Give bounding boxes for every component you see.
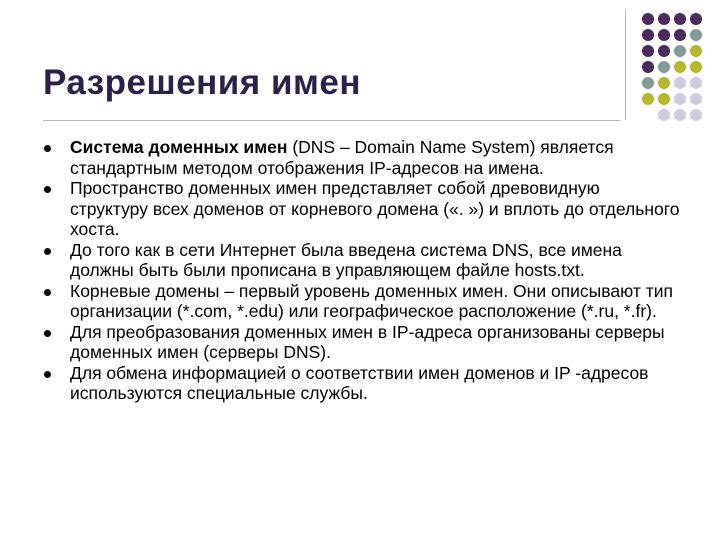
bullet-dot-icon	[44, 248, 51, 255]
decorative-dot	[658, 77, 670, 89]
bullet-text: До того как в сети Интернет была введена система DNS, все имена должны быть были прописана в управляющем файле hosts.txt.	[70, 239, 622, 280]
bullet-dot-icon	[44, 186, 51, 193]
bullet-text: (DNS – Domain Name System) является стандартным методом отображения IP-адресов на имена.	[70, 137, 614, 178]
decorative-dot	[642, 13, 654, 25]
decorative-dot	[658, 93, 670, 105]
decorative-dot	[658, 109, 670, 121]
decorative-dot	[690, 77, 702, 89]
decorative-dot	[674, 61, 686, 73]
bullet-item	[42, 137, 682, 178]
decorative-dot	[642, 29, 654, 41]
decorative-dot	[690, 93, 702, 105]
decorative-dot	[690, 13, 702, 25]
bullet-item	[42, 281, 682, 322]
decorative-dot	[642, 77, 654, 89]
decorative-dot	[690, 29, 702, 41]
decorative-dot	[642, 45, 654, 57]
bullet-text: Корневые домены – первый уровень доменных имен. Они описывают тип организации (*.com, *.edu) или географическое расположение (*.ru, *.fr).	[70, 280, 673, 321]
decorative-dot	[674, 45, 686, 57]
decorative-dot	[674, 93, 686, 105]
bullet-bold-term: Система доменных имен	[70, 137, 288, 157]
decorative-dot	[658, 13, 670, 25]
decorative-dot	[642, 61, 654, 73]
decorative-dot	[674, 29, 686, 41]
decorative-dot	[658, 29, 670, 41]
bullet-item	[42, 322, 682, 363]
bullet-dot-icon	[44, 289, 51, 296]
decorative-dot-grid	[636, 10, 720, 120]
vertical-divider	[625, 10, 626, 120]
decorative-dot	[690, 109, 702, 121]
decorative-dot	[674, 77, 686, 89]
bullet-dot-icon	[44, 371, 51, 378]
decorative-dot	[690, 61, 702, 73]
decorative-dot	[674, 109, 686, 121]
title-underline	[43, 120, 620, 121]
bullet-text: Для преобразования доменных имен в IP-адреса организованы серверы доменных имен (серверы DNS).	[70, 321, 665, 362]
decorative-dot	[642, 93, 654, 105]
bullet-dot-icon	[44, 330, 51, 337]
bullet-dot-icon	[44, 145, 51, 152]
bullet-text: Пространство доменных имен представляет собой древовидную структуру всех доменов от корневого домена («. ») и вплоть до отдельного хоста.	[70, 178, 680, 239]
decorative-dot	[690, 45, 702, 57]
bullet-item	[42, 240, 682, 281]
bullet-item	[42, 363, 682, 404]
bullet-item	[42, 178, 682, 240]
bullet-text: Для обмена информацией о соответствии имен доменов и IP -адресов используются специальные службы.	[70, 362, 649, 403]
bullet-list	[42, 137, 682, 404]
decorative-dot	[674, 13, 686, 25]
decorative-dot	[658, 61, 670, 73]
decorative-dot	[658, 45, 670, 57]
slide-title: Разрешения имен	[43, 63, 361, 102]
